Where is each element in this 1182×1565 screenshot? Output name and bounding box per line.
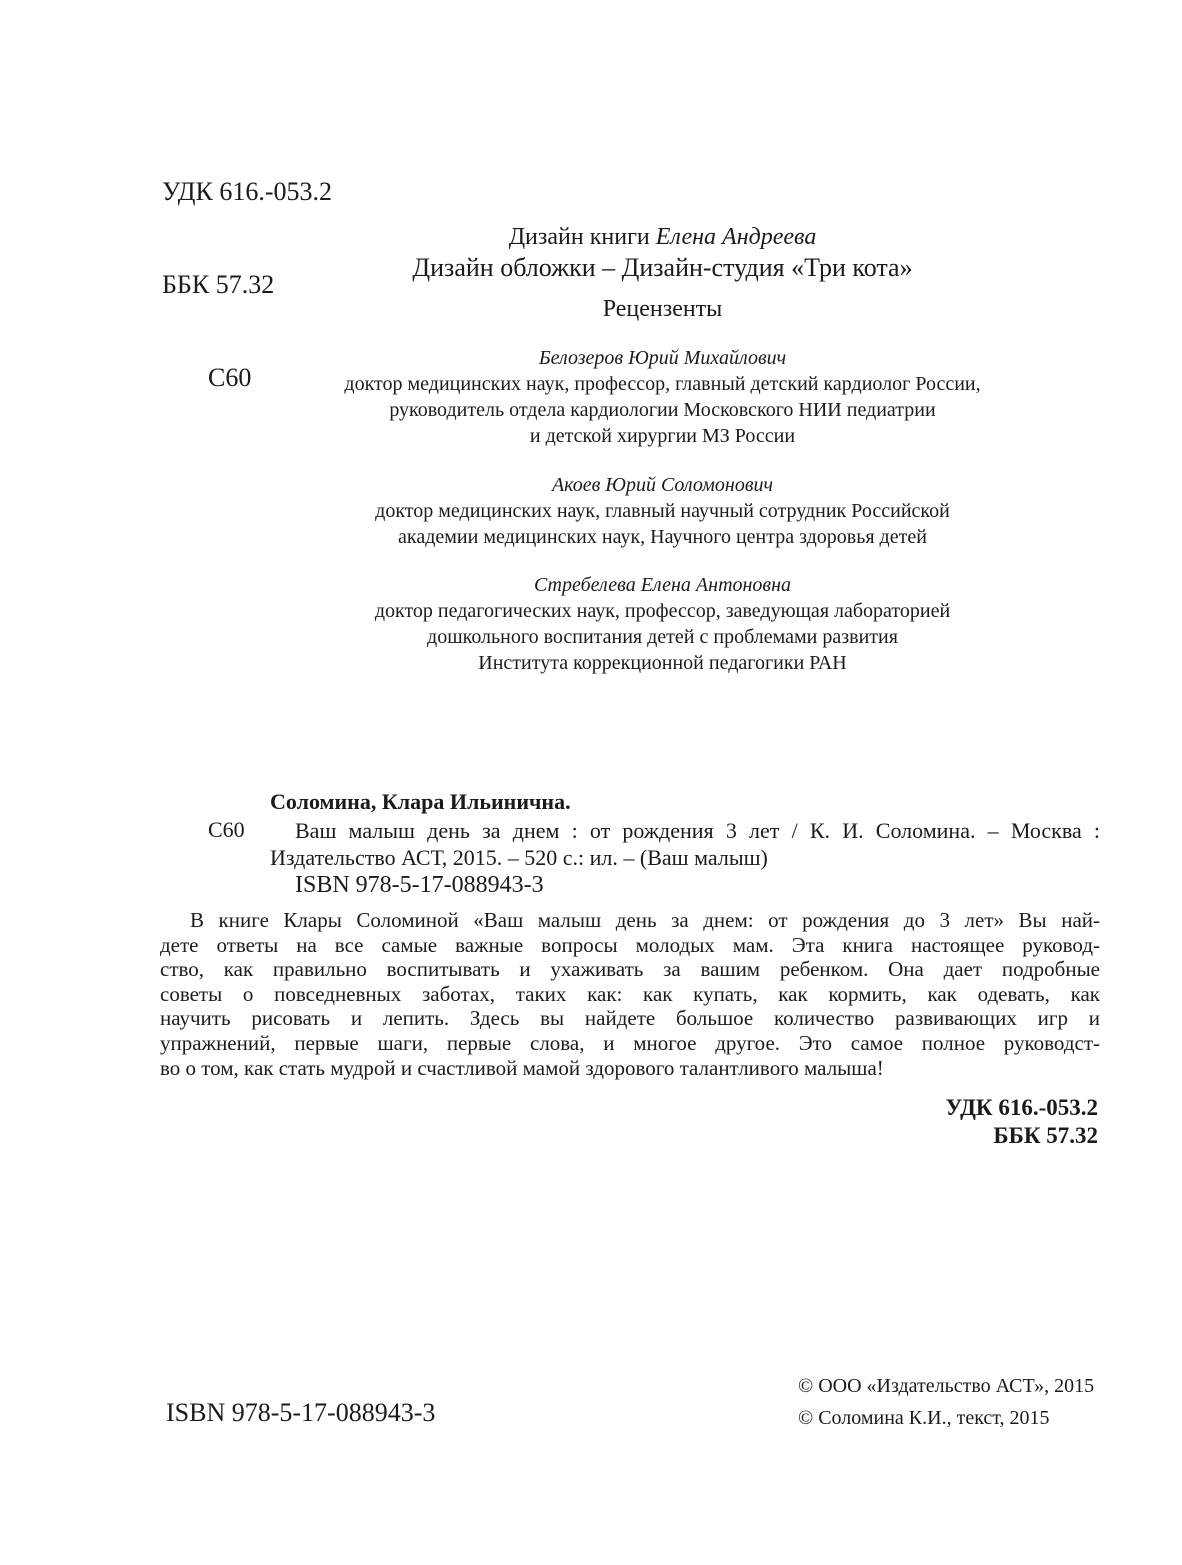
catalog-entry-line: Издательство АСТ, 2015. – 520 с.: ил. – (Ваш малыш) xyxy=(270,845,768,870)
reviewer-title-line: академии медицинских наук, Научного центра здоровья детей xyxy=(398,526,927,548)
reviewer-title-line: и детской хирургии МЗ России xyxy=(529,425,796,447)
reviewers-heading: Рецензенты xyxy=(602,296,723,322)
reviewer-block-strebeleva xyxy=(225,572,1100,676)
reviewer-title-line: доктор педагогических наук, профессор, заведующая лабораторией xyxy=(374,600,951,622)
reviewer-block-akoev xyxy=(225,472,1100,550)
annotation-line: научить рисовать и лепить. Здесь вы найдете большое количество развивающих игр и xyxy=(160,1006,1100,1031)
reviewer-title-line: руководитель отдела кардиологии Московского НИИ педиатрии xyxy=(389,399,936,421)
copyright-block xyxy=(798,1371,1094,1434)
footer-isbn: ISBN 978-5-17-088943-3 xyxy=(166,1398,436,1427)
copyright-publisher: © ООО «Издательство АСТ», 2015 xyxy=(798,1375,1095,1397)
annotation-line: советы о повседневных заботах, таких как: как купать, как кормить, как одевать, как xyxy=(160,981,1100,1006)
annotation-line: В книге Клары Соломиной «Ваш малыш день за днем: от рождения до 3 лет» Вы най- xyxy=(190,908,1100,932)
reviewer-name: Акоев Юрий Соломонович xyxy=(551,474,774,496)
reviewer-block-belozerov xyxy=(225,345,1100,449)
udk-code-bold: УДК 616.-053.2 xyxy=(945,1095,1098,1120)
udk-code: УДК 616.-053.2 xyxy=(162,177,333,206)
reviewer-name: Белозеров Юрий Михайлович xyxy=(538,347,787,369)
classification-codes-right xyxy=(946,1094,1098,1150)
annotation-line: ство, как правильно воспитывать и ухаживать за вашим ребенком. Она дает подробные xyxy=(160,957,1100,982)
cover-design-credit: Дизайн обложки – Дизайн-студия «Три кота» xyxy=(412,253,913,282)
reviewer-title-line: доктор медицинских наук, главный научный сотрудник Российской xyxy=(375,500,950,522)
catalog-entry xyxy=(270,817,1100,871)
catalog-entry-line: Ваш малыш день за днем : от рождения 3 лет / К. И. Соломина. – Москва : xyxy=(295,818,1100,843)
annotation-paragraph xyxy=(160,908,1100,1080)
reviewer-title-line: дошкольного воспитания детей с проблемами развития xyxy=(427,626,898,648)
bbk-code: ББК 57.32 xyxy=(162,270,275,299)
book-designer-name: Елена Андреева xyxy=(655,224,817,250)
book-design-credit xyxy=(225,222,1100,252)
annotation-line: во о том, как стать мудрой и счастливой мамой здорового талантливого малыша! xyxy=(160,1055,884,1080)
catalog-author: Соломина, Клара Ильинична. xyxy=(270,789,571,814)
reviewer-name: Стребелева Елена Антоновна xyxy=(533,574,792,596)
annotation-line: упражнений, первые шаги, первые слова, и многое другое. Это самое полное руководст- xyxy=(160,1030,1100,1055)
copyright-author: © Соломина К.И., текст, 2015 xyxy=(798,1406,1050,1429)
design-credits xyxy=(225,222,1100,284)
reviewer-title-line: доктор медицинских наук, профессор, главный детский кардиолог России, xyxy=(344,373,981,395)
author-sign-code: С60 xyxy=(208,363,252,392)
book-design-label: Дизайн книги xyxy=(508,224,656,250)
catalog-isbn: ISBN 978-5-17-088943-3 xyxy=(295,872,544,898)
catalog-author-sign: С60 xyxy=(208,817,245,842)
reviewer-title-line: Института коррекционной педагогики РАН xyxy=(478,652,847,674)
annotation-line: дете ответы на все самые важные вопросы молодых мам. Эта книга настоящее руковод- xyxy=(160,932,1100,957)
bbk-code-bold: ББК 57.32 xyxy=(993,1123,1098,1148)
